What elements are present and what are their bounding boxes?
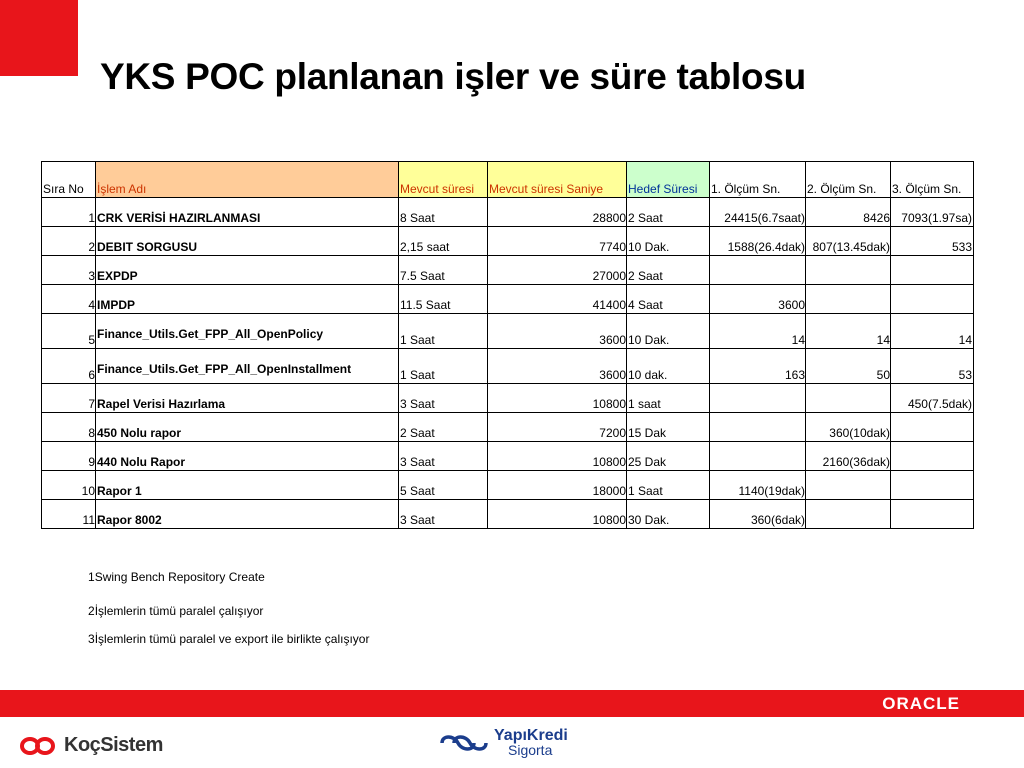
row-mevcut-saniye: 41400 bbox=[488, 285, 627, 314]
note-item bbox=[88, 632, 369, 646]
row-olcum-3: 14 bbox=[891, 314, 974, 349]
row-islem-adi bbox=[96, 349, 399, 384]
row-olcum-2: 8426 bbox=[806, 198, 891, 227]
yapikredi-logo bbox=[438, 729, 568, 757]
footer-bar bbox=[0, 690, 1024, 717]
row-mevcut-suresi: 11.5 Saat bbox=[399, 285, 488, 314]
row-hedef-suresi: 2 Saat bbox=[627, 256, 710, 285]
row-olcum-3: 533 bbox=[891, 227, 974, 256]
row-islem-adi: Rapel Verisi Hazırlama bbox=[96, 384, 399, 413]
row-mevcut-suresi: 1 Saat bbox=[399, 349, 488, 384]
row-mevcut-suresi: 1 Saat bbox=[399, 314, 488, 349]
row-olcum-2 bbox=[806, 384, 891, 413]
note-text: İşlemlerin tümü paralel ve export ile birlikte çalışıyor bbox=[94, 632, 370, 646]
row-mevcut-saniye: 3600 bbox=[488, 349, 627, 384]
row-olcum-1 bbox=[710, 384, 806, 413]
header-olcum-1: 1. Ölçüm Sn. bbox=[710, 162, 806, 198]
row-mevcut-saniye: 27000 bbox=[488, 256, 627, 285]
table-row bbox=[42, 285, 974, 314]
row-hedef-suresi: 10 dak. bbox=[627, 349, 710, 384]
row-number: 3 bbox=[42, 256, 96, 285]
row-hedef-suresi: 30 Dak. bbox=[627, 500, 710, 529]
note-number: 1 bbox=[88, 570, 95, 584]
sigorta-text: Sigorta bbox=[508, 742, 553, 758]
row-islem-adi: EXPDP bbox=[96, 256, 399, 285]
row-mevcut-suresi: 8 Saat bbox=[399, 198, 488, 227]
row-number: 2 bbox=[42, 227, 96, 256]
row-olcum-2 bbox=[806, 500, 891, 529]
note-item bbox=[88, 570, 265, 584]
row-number: 5 bbox=[42, 314, 96, 349]
row-number: 8 bbox=[42, 413, 96, 442]
row-olcum-1: 24415(6.7saat) bbox=[710, 198, 806, 227]
row-olcum-2: 807(13.45dak) bbox=[806, 227, 891, 256]
kocsistem-text: KoçSistem bbox=[64, 734, 163, 756]
corner-accent bbox=[0, 0, 78, 76]
row-olcum-2 bbox=[806, 256, 891, 285]
row-olcum-3: 7093(1.97sa) bbox=[891, 198, 974, 227]
row-hedef-suresi: 10 Dak. bbox=[627, 314, 710, 349]
row-hedef-suresi: 2 Saat bbox=[627, 198, 710, 227]
row-mevcut-saniye: 10800 bbox=[488, 442, 627, 471]
row-olcum-2 bbox=[806, 285, 891, 314]
row-mevcut-suresi: 3 Saat bbox=[399, 384, 488, 413]
note-number: 3 bbox=[88, 632, 95, 646]
row-olcum-1: 1588(26.4dak) bbox=[710, 227, 806, 256]
row-mevcut-saniye: 10800 bbox=[488, 384, 627, 413]
row-olcum-2: 2160(36dak) bbox=[806, 442, 891, 471]
row-olcum-2: 14 bbox=[806, 314, 891, 349]
row-olcum-1: 360(6dak) bbox=[710, 500, 806, 529]
row-mevcut-saniye: 10800 bbox=[488, 500, 627, 529]
table-row bbox=[42, 413, 974, 442]
row-number: 9 bbox=[42, 442, 96, 471]
row-number: 6 bbox=[42, 349, 96, 384]
row-olcum-1: 1140(19dak) bbox=[710, 471, 806, 500]
row-olcum-3 bbox=[891, 442, 974, 471]
table-row bbox=[42, 384, 974, 413]
row-mevcut-suresi: 7.5 Saat bbox=[399, 256, 488, 285]
row-olcum-3: 53 bbox=[891, 349, 974, 384]
table-row bbox=[42, 227, 974, 256]
row-mevcut-suresi: 3 Saat bbox=[399, 442, 488, 471]
table-row bbox=[42, 500, 974, 529]
row-islem-adi: Rapor 1 bbox=[96, 471, 399, 500]
header-islem-adi: İşlem Adı bbox=[96, 162, 399, 198]
row-olcum-1: 14 bbox=[710, 314, 806, 349]
row-mevcut-saniye: 7200 bbox=[488, 413, 627, 442]
row-islem-adi: CRK VERİSİ HAZIRLANMASI bbox=[96, 198, 399, 227]
note-item bbox=[88, 604, 263, 618]
row-mevcut-saniye: 3600 bbox=[488, 314, 627, 349]
row-olcum-2: 50 bbox=[806, 349, 891, 384]
row-hedef-suresi: 25 Dak bbox=[627, 442, 710, 471]
row-olcum-3 bbox=[891, 413, 974, 442]
header-olcum-3: 3. Ölçüm Sn. bbox=[891, 162, 974, 198]
yapikredi-text: YapıKredi bbox=[494, 727, 568, 744]
table-row bbox=[42, 442, 974, 471]
table-row bbox=[42, 256, 974, 285]
schedule-table bbox=[41, 161, 974, 529]
note-number: 2 bbox=[88, 604, 95, 618]
row-hedef-suresi: 10 Dak. bbox=[627, 227, 710, 256]
table-header-row bbox=[42, 162, 974, 198]
row-olcum-1 bbox=[710, 442, 806, 471]
row-olcum-3 bbox=[891, 500, 974, 529]
row-islem-adi-text: Finance_Utils.Get_FPP_All_OpenInstallment bbox=[97, 362, 352, 376]
header-sira-no: Sıra No bbox=[42, 162, 96, 198]
page-title: YKS POC planlanan işler ve süre tablosu bbox=[100, 56, 806, 97]
note-text: İşlemlerin tümü paralel çalışıyor bbox=[94, 604, 264, 618]
row-olcum-3 bbox=[891, 471, 974, 500]
row-olcum-1 bbox=[710, 413, 806, 442]
oracle-logo: ORACLE bbox=[882, 694, 960, 713]
yapikredi-mark-icon bbox=[438, 732, 490, 754]
row-mevcut-suresi: 2 Saat bbox=[399, 413, 488, 442]
kocsistem-mark-icon bbox=[20, 736, 60, 756]
row-olcum-1: 3600 bbox=[710, 285, 806, 314]
row-mevcut-suresi: 3 Saat bbox=[399, 500, 488, 529]
row-number: 11 bbox=[42, 500, 96, 529]
row-olcum-1 bbox=[710, 256, 806, 285]
row-olcum-3 bbox=[891, 285, 974, 314]
row-mevcut-saniye: 28800 bbox=[488, 198, 627, 227]
header-mevcut-saniye: Mevcut süresi Saniye bbox=[488, 162, 627, 198]
kocsistem-logo bbox=[20, 734, 163, 757]
row-mevcut-saniye: 7740 bbox=[488, 227, 627, 256]
note-text: Swing Bench Repository Create bbox=[94, 570, 265, 584]
row-islem-adi: IMPDP bbox=[96, 285, 399, 314]
row-islem-adi bbox=[96, 314, 399, 349]
table-row bbox=[42, 471, 974, 500]
row-islem-adi: 450 Nolu rapor bbox=[96, 413, 399, 442]
row-islem-adi: 440 Nolu Rapor bbox=[96, 442, 399, 471]
row-hedef-suresi: 15 Dak bbox=[627, 413, 710, 442]
table-row bbox=[42, 349, 974, 384]
row-number: 1 bbox=[42, 198, 96, 227]
table-row bbox=[42, 198, 974, 227]
row-islem-adi: Rapor 8002 bbox=[96, 500, 399, 529]
row-mevcut-saniye: 18000 bbox=[488, 471, 627, 500]
row-olcum-3: 450(7.5dak) bbox=[891, 384, 974, 413]
row-hedef-suresi: 1 Saat bbox=[627, 471, 710, 500]
header-mevcut-suresi: Mevcut süresi bbox=[399, 162, 488, 198]
header-olcum-2: 2. Ölçüm Sn. bbox=[806, 162, 891, 198]
row-number: 10 bbox=[42, 471, 96, 500]
row-mevcut-suresi: 2,15 saat bbox=[399, 227, 488, 256]
row-olcum-1: 163 bbox=[710, 349, 806, 384]
row-hedef-suresi: 4 Saat bbox=[627, 285, 710, 314]
row-mevcut-suresi: 5 Saat bbox=[399, 471, 488, 500]
row-number: 4 bbox=[42, 285, 96, 314]
header-hedef-suresi: Hedef Süresi bbox=[627, 162, 710, 198]
row-olcum-2 bbox=[806, 471, 891, 500]
row-islem-adi-text: Finance_Utils.Get_FPP_All_OpenPolicy bbox=[97, 327, 324, 341]
row-olcum-2: 360(10dak) bbox=[806, 413, 891, 442]
table-row bbox=[42, 314, 974, 349]
row-number: 7 bbox=[42, 384, 96, 413]
row-olcum-3 bbox=[891, 256, 974, 285]
row-islem-adi: DEBIT SORGUSU bbox=[96, 227, 399, 256]
row-hedef-suresi: 1 saat bbox=[627, 384, 710, 413]
